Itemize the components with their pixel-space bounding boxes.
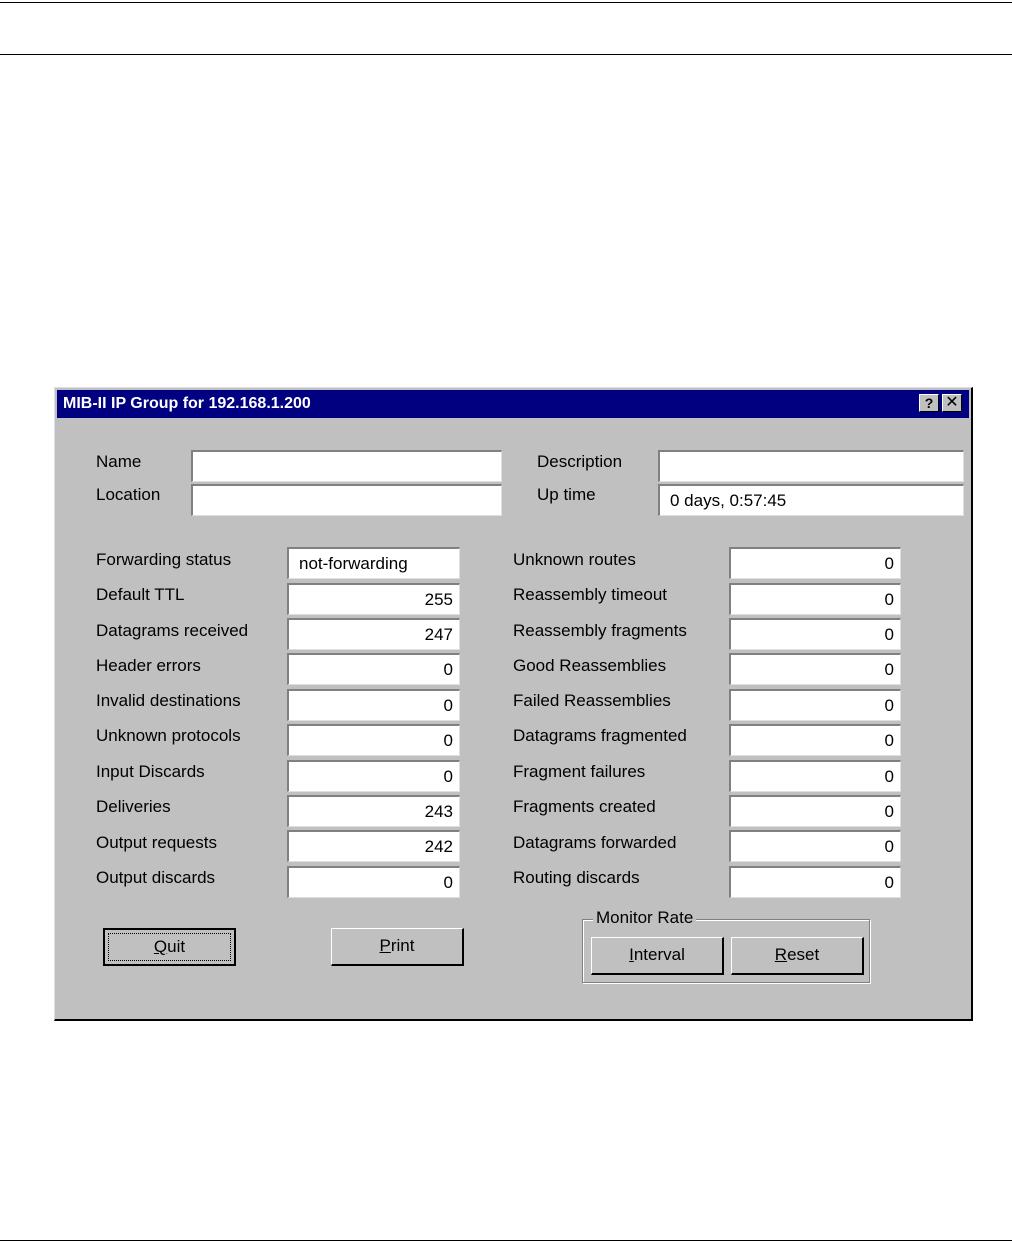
page-header-rule (0, 54, 1012, 55)
right-stat-field[interactable]: 0 (729, 653, 901, 685)
title-bar[interactable] (57, 390, 969, 418)
dialog-title: MIB-II IP Group for 192.168.1.200 (63, 395, 311, 412)
right-stat-field[interactable]: 0 (729, 547, 901, 579)
uptime-label: Up time (537, 485, 596, 504)
left-stat-label: Forwarding status (96, 550, 232, 569)
mib-ip-group-dialog (54, 387, 973, 1021)
name-label: Name (96, 452, 142, 471)
left-stat-label: Header errors (96, 656, 201, 675)
interval-button-label: Interval (629, 945, 685, 964)
right-stat-label: Fragment failures (513, 762, 646, 781)
left-stat-field[interactable]: 255 (287, 583, 460, 615)
page-footer-rule (0, 1240, 1012, 1241)
left-stat-label: Deliveries (96, 797, 171, 816)
right-stat-field[interactable]: 0 (729, 583, 901, 615)
left-stat-label: Input Discards (96, 762, 205, 781)
left-stat-label: Unknown protocols (96, 726, 241, 745)
right-stat-field[interactable]: 0 (729, 866, 901, 898)
close-icon[interactable]: ✕ (942, 394, 962, 412)
reset-button-label: Reset (774, 945, 820, 964)
quit-button[interactable] (103, 928, 236, 966)
interval-button[interactable] (591, 937, 724, 975)
reset-button[interactable] (731, 937, 864, 975)
right-stat-field[interactable]: 0 (729, 724, 901, 756)
left-stat-field[interactable]: 247 (287, 618, 460, 650)
print-button-label: Print (379, 936, 415, 955)
left-stat-field[interactable]: 0 (287, 653, 460, 685)
left-stat-field[interactable]: 0 (287, 689, 460, 721)
left-stat-label: Default TTL (96, 585, 185, 604)
left-stat-field[interactable]: 0 (287, 760, 460, 792)
right-stat-field[interactable]: 0 (729, 618, 901, 650)
right-stat-label: Reassembly timeout (513, 585, 668, 604)
uptime-field[interactable]: 0 days, 0:57:45 (658, 484, 964, 516)
left-stat-label: Output discards (96, 868, 216, 887)
left-stat-field[interactable]: not-forwarding (287, 547, 460, 579)
monitor-rate-title: Monitor Rate (593, 908, 696, 928)
left-stat-label: Output requests (96, 833, 217, 852)
left-stat-field[interactable]: 0 (287, 866, 460, 898)
right-stat-field[interactable]: 0 (729, 689, 901, 721)
right-stat-field[interactable]: 0 (729, 830, 901, 862)
right-stat-label: Datagrams forwarded (513, 833, 677, 852)
right-stat-label: Datagrams fragmented (513, 726, 687, 745)
quit-button-label: Quit (153, 937, 186, 956)
left-stat-field[interactable]: 243 (287, 795, 460, 827)
right-stat-label: Fragments created (513, 797, 656, 816)
right-stat-label: Unknown routes (513, 550, 636, 569)
print-button[interactable] (331, 928, 464, 966)
help-icon[interactable]: ? (919, 394, 939, 412)
right-stat-label: Good Reassemblies (513, 656, 667, 675)
location-field[interactable] (191, 484, 502, 516)
location-label: Location (96, 485, 161, 504)
page-top-rule (0, 2, 1012, 3)
left-stat-field[interactable]: 242 (287, 830, 460, 862)
left-stat-field[interactable]: 0 (287, 724, 460, 756)
right-stat-label: Routing discards (513, 868, 640, 887)
right-stat-label: Reassembly fragments (513, 621, 687, 640)
right-stat-label: Failed Reassemblies (513, 691, 671, 710)
left-stat-label: Invalid destinations (96, 691, 241, 710)
description-label: Description (537, 452, 623, 471)
left-stat-label: Datagrams received (96, 621, 249, 640)
right-stat-field[interactable]: 0 (729, 795, 901, 827)
description-field[interactable] (658, 450, 964, 482)
name-field[interactable] (191, 450, 502, 482)
right-stat-field[interactable]: 0 (729, 760, 901, 792)
